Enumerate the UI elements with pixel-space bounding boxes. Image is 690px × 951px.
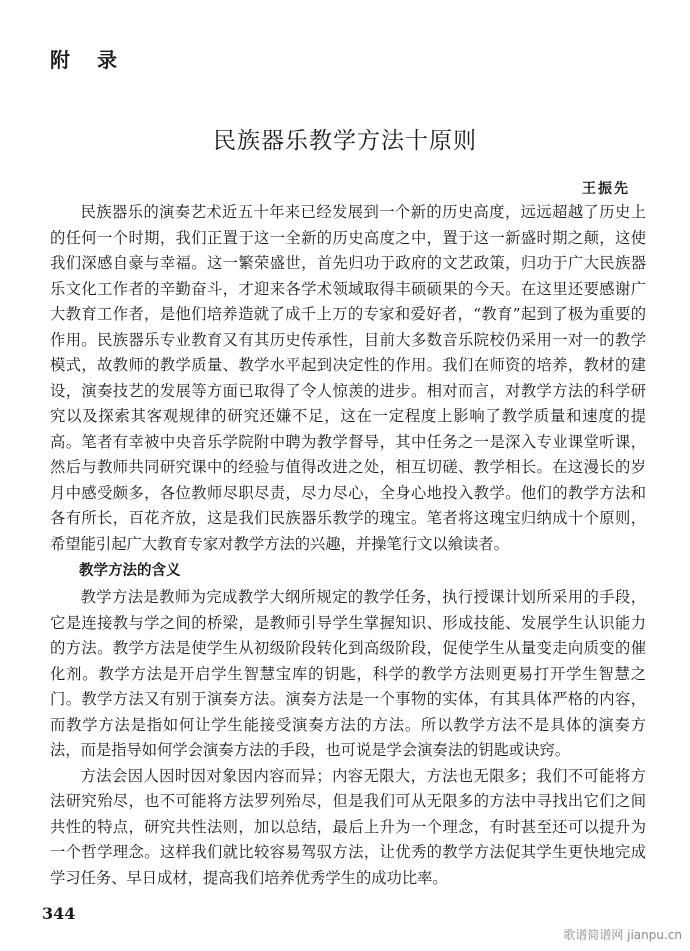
article-title: 民族器乐教学方法十原则 (213, 128, 477, 154)
section-heading: 教学方法的含义 (79, 563, 181, 579)
watermark: 歌谱简谱网 jianpu.cn (563, 928, 682, 942)
section-paragraph: 方法会因人因时因对象因内容而异；内容无限大，方法也无限多；我们不可能将方法研究殆尽，也不可能将方法罗列殆尽，但是我们可从无限多的方法中寻找出它们之间共性的特点，研究共性法则，加以总结，最后上升为一个理念，有时甚至还可以提升为一个哲学理念。这样我们就比较容易驾驭方法，让优秀的教学方法促其学生更快地完成学习任务、早日成材，提高我们培养优秀学生的成功比率。 (50, 766, 646, 887)
author-name: 王振先 (582, 181, 630, 197)
article-body (50, 200, 646, 891)
page-number: 344 (42, 904, 76, 923)
intro-paragraph: 民族器乐的演奏艺术近五十年来已经发展到一个新的历史高度，远远超越了历史上的任何一个时期，我们正置于这一全新的历史高度之中，置于这一新盛时期之颠，这使我们深感自豪与幸福。这一繁荣盛世，首先归功于政府的文艺政策，归功于广大民族器乐文化工作者的辛勤奋斗，才迎来各学术领域取得丰硕硕果的今天。在这里还要感谢广大教育工作者，是他们培养造就了成千上万的专家和爱好者，“教育”起到了极为重要的作用。民族器乐专业教育又有其历史传承性，目前大多数音乐院校仍采用一对一的教学模式，故教师的教学质量、教学水平起到决定性的作用。我们在师资的培养，教材的建设，演奏技艺的发展等方面已取得了令人惊羡的进步。相对而言，对教学方法的科学研究以及探索其客观规律的研究还嫌不足，这在一定程度上影响了教学质量和速度的提高。笔者有幸被中央音乐学院附中聘为教学督导，其中任务之一是深入专业课堂听课，然后与教师共同研究课中的经验与值得改进之处，相互切磋、教学相长。在这漫长的岁月中感受颇多，各位教师尽职尽责，尽力尽心，全身心地投入教学。他们的教学方法和各有所长，百花齐放，这是我们民族器乐教学的瑰宝。笔者将这瑰宝归纳成十个原则，希望能引起广大教育专家对教学方法的兴趣，并操笔行文以飨读者。 (50, 203, 646, 553)
section-label: 附 录 (50, 48, 127, 72)
section-paragraph: 教学方法是教师为完成教学大纲所规定的教学任务，执行授课计划所采用的手段，它是连接教与学之间的桥梁，是教师引导学生掌握知识、形成技能、发展学生认识能力的方法。教学方法是使学生从初级阶段转化到高级阶段，促使学生从量变走向质变的催化剂。教学方法是开启学生智慧宝库的钥匙，科学的教学方法则更易打开学生智慧之门。教学方法又有别于演奏方法。演奏方法是一个事物的实体，有其具体严格的内容，而教学方法是指如何让学生能接受演奏方法的方法。所以教学方法不是具体的演奏方法，而是指导如何学会演奏方法的手段，也可说是学会演奏法的钥匙或诀窍。 (50, 588, 646, 759)
